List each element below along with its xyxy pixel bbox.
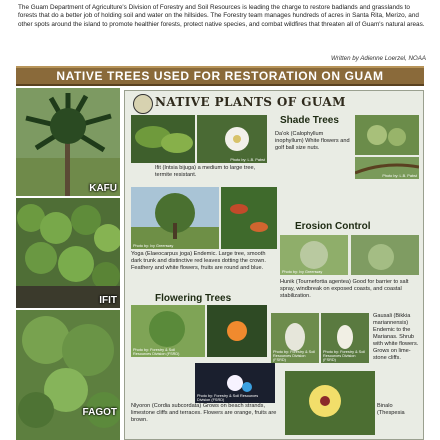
ifit-seedlings-image bbox=[16, 198, 120, 308]
poster-title: NATIVE PLANTS OF GUAM bbox=[155, 95, 346, 109]
photo-credit: Photo by: Forestry & Soil Resources Division (FSRD) bbox=[197, 394, 259, 402]
fagot-photo bbox=[16, 310, 120, 440]
binalo-photo bbox=[285, 371, 375, 435]
gausali-photo-1 bbox=[271, 313, 319, 363]
red-leaves-photo bbox=[221, 187, 277, 249]
fagot-tree-image bbox=[16, 310, 120, 440]
yoga-caption: Yoga (Elaeocarpus joga) Endemic. Large tree, smooth dark trunk and distinctive red leaves dotting the crown. Feathery and white flowers, fruits are round and blue. bbox=[131, 251, 266, 271]
kafu-photo bbox=[16, 88, 120, 196]
branch-photo bbox=[355, 157, 419, 179]
flower-photo bbox=[197, 115, 267, 163]
erosion-control-heading: Erosion Control bbox=[295, 221, 371, 232]
hunik-caption: Hunik (Tournefortia agentea) Good for barrier to salt spray, windbreak on exposed coasts, and coastal stabilization. bbox=[280, 279, 409, 299]
section-banner: NATIVE TREES USED FOR RESTORATION ON GUAM bbox=[16, 66, 424, 86]
dakok-caption: Da'ok (Calophyllum inophyllum) White flowers and golf ball size nuts. bbox=[275, 131, 350, 151]
kafu-tree-image bbox=[16, 88, 120, 196]
shade-trees-heading: Shade Trees bbox=[280, 115, 339, 126]
nlyoron-photo bbox=[131, 305, 205, 357]
flowering-trees-heading: Flowering Trees bbox=[155, 293, 232, 304]
photo-credit: Photo by: L.B. Pabst bbox=[230, 158, 265, 162]
guam-seal-icon bbox=[133, 94, 153, 114]
gausali-caption: Gausali (Bikkia mariannensis) Endemic to the Marianas. Shrub with white flowers. Grows on lime-stone cliffs. bbox=[373, 313, 419, 361]
byline: Written by Adienne Loerzel, NOAA bbox=[330, 55, 426, 62]
hunik-photo-2 bbox=[351, 235, 419, 275]
photo-credit: Photo by: Forestry & Soil Resources Division (FSRD) bbox=[323, 350, 365, 362]
ifit-caption: Ifit (Intsia bijuga) a medium to large tree, termite resistant. bbox=[155, 165, 256, 178]
yoga-tree-photo bbox=[131, 187, 219, 249]
hunik-photo-1 bbox=[280, 235, 348, 275]
left-photo-column bbox=[16, 88, 120, 440]
photo-credit: Photo by: Forestry & Soil Resources Division (FSRD) bbox=[133, 348, 180, 356]
photo-credit: Photo by: Ivy Greenway bbox=[282, 270, 323, 274]
leaves-photo bbox=[131, 115, 195, 163]
photo-credit: Photo by: Forestry & Soil Resources Division (FSRD) bbox=[273, 350, 315, 362]
kafu-label: KAFU bbox=[89, 183, 117, 194]
intro-paragraph: The Guam Department of Agriculture's Division of Forestry and Soil Resources is leading the charge to restore badlands and grasslands to forests that do a better job of holding soil and water on the hillsides. The Forestry team manages hundreds of acres in Santa Rita, Merizo, and other spots around the island to promote healthier forests, protect native species, and combat wildfires that threaten all of Guam's natural areas. bbox=[18, 4, 425, 28]
ifit-label: IFIT bbox=[99, 295, 117, 306]
nuts-photo bbox=[355, 115, 419, 155]
nlyoron-caption: Nlyoron (Cordia subcordata) Grows on beach strands, limestone cliffs and terraces. Flowers are orange, fruits are brown. bbox=[131, 403, 277, 423]
gausali-photo-2 bbox=[321, 313, 369, 363]
fagot-label: FAGOT bbox=[82, 407, 117, 418]
ifit-photo bbox=[16, 198, 120, 308]
photo-credit: Photo by: L.B. Pabst bbox=[382, 174, 417, 178]
bloom-photo bbox=[195, 363, 275, 403]
native-plants-poster bbox=[124, 90, 424, 440]
nlyoron-flower-photo bbox=[207, 305, 267, 357]
binalo-caption: Binalo (Thespesia bbox=[377, 403, 405, 416]
photo-credit: Photo by: Ivy Greenway bbox=[133, 244, 174, 248]
